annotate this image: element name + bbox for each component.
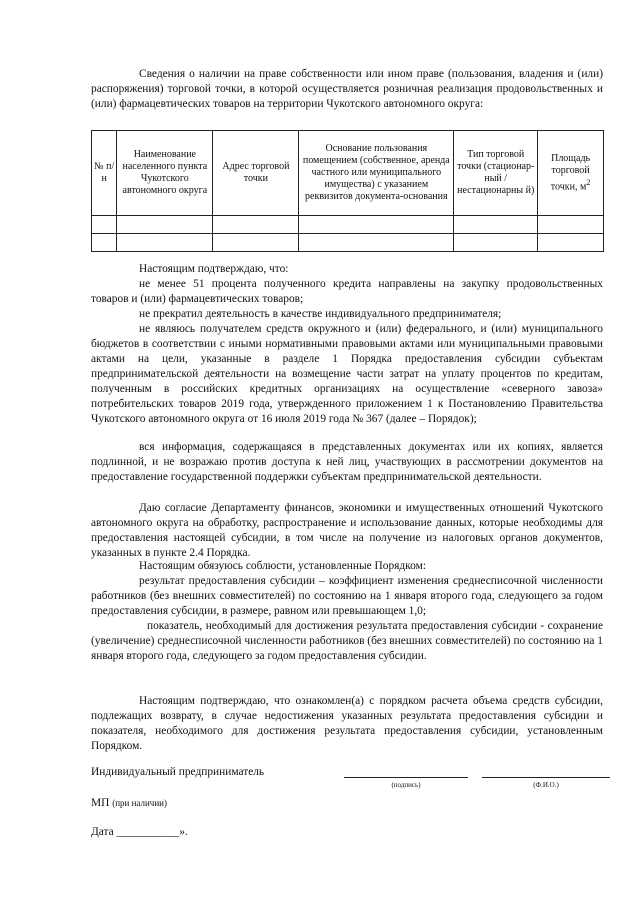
header-area-text: Площадь торговой точки, м	[550, 152, 591, 193]
header-address: Адрес торговой точки	[213, 131, 299, 216]
header-number: № п/н	[92, 131, 117, 216]
consent-paragraph: Даю согласие Департаменту финансов, экономики и имущественных отношений Чукотского автономного округа на обработку, распространение и использование данных, которые необходимы для предоставления настоящей субсидии, в том числе на получение из налоговых органов документов, указанных в пункте 2.4 Порядка.	[91, 502, 603, 559]
familiarization-paragraph: Настоящим подтверждаю, что ознакомлен(а) с порядком расчета объема средств субсидии, подлежащих возврату, в случае недостижения указанных результата предоставления субсидии и показателя, необходимого для достижения результата предоставления субсидии, установленным Порядком.	[91, 695, 603, 752]
table-row	[92, 216, 604, 234]
header-type: Тип торговой точки (стационар-ный / нестационарны й)	[454, 131, 538, 216]
signature-caption: (подпись)	[391, 781, 421, 789]
table-header-row	[92, 131, 604, 216]
date-label: Дата	[91, 826, 117, 838]
intro-paragraph: Сведения о наличии на праве собственности или ином праве (пользования, владения и (или) распоряжения) торговой точки, в которой осуществляется розничная реализация продовольственных и (или) фармацевтических товаров на территории Чукотского автономного округа:	[91, 68, 603, 110]
header-area	[538, 131, 604, 216]
seal-mp: МП	[91, 797, 110, 809]
seal-note: (при наличии)	[112, 798, 167, 808]
name-caption: (Ф.И.О.)	[533, 781, 559, 789]
oblige-indicator: показатель, необходимый для достижения результата предоставления субсидии - сохранение (увеличение) среднесписочной численности работников (без внешних совместителей) по состоянию на 1 января второго года, следующего за годом предоставления субсидии.	[91, 620, 603, 662]
name-line	[482, 777, 610, 778]
entrepreneur-label: Индивидуальный предприниматель	[91, 766, 265, 778]
date-end: ».	[179, 826, 188, 838]
header-settlement: Наименование населенного пункта Чукотского автономного округа	[117, 131, 213, 216]
confirm-heading: Настоящим подтверждаю, что:	[139, 263, 289, 275]
oblige-result: результат предоставления субсидии – коэффициент изменения среднесписочной численности работников (без внешних совместителей) по состоянию на 1 января второго года, следующего за годом предоставления субсидии, в размере, равном или превышающем 1,0;	[91, 575, 603, 617]
confirm-item-4: вся информация, содержащаяся в представленных документах или их копиях, является подлинной, и не возражаю против доступа к ней лиц, участвующих в рассмотрении документов на предоставление государственной поддержки субъектам предпринимательской деятельности.	[91, 441, 603, 483]
table-row	[92, 234, 604, 252]
confirm-item-2: не прекратил деятельность в качестве индивидуального предпринимателя;	[139, 308, 502, 320]
header-basis: Основание пользования помещением (собственное, аренда частного или муниципального имущества) с указанием реквизитов документа-основания	[299, 131, 454, 216]
date-field	[91, 826, 188, 838]
seal-label	[91, 797, 167, 809]
trade-point-table	[91, 130, 604, 252]
confirm-item-3: не являюсь получателем средств окружного и (или) федерального, и (или) муниципального бюджетов в соответствии с иными нормативными правовыми актами или муниципальными правовыми актами на цели, указанные в разделе 1 Порядка предоставления субсидии субъектам предпринимательской деятельности на возмещение части затрат на уплату процентов по кредитам, полученным в российских кредитных организациях на осуществление «северного завоза» потребительских товаров 2019 года, утвержденного приложением 1 к Постановлению Правительства Чукотского автономного округа от 16 июля 2019 года № 367 (далее – Порядок);	[91, 323, 603, 425]
date-blank: ___________	[116, 826, 180, 838]
oblige-heading: Настоящим обязуюсь соблюсти, установленные Порядком:	[139, 560, 426, 572]
signature-line	[344, 777, 468, 778]
confirm-item-1: не менее 51 процента полученного кредита направлены на закупку продовольственных товаров и (или) фармацевтических товаров;	[91, 278, 603, 305]
header-area-sup: 2	[586, 177, 591, 187]
